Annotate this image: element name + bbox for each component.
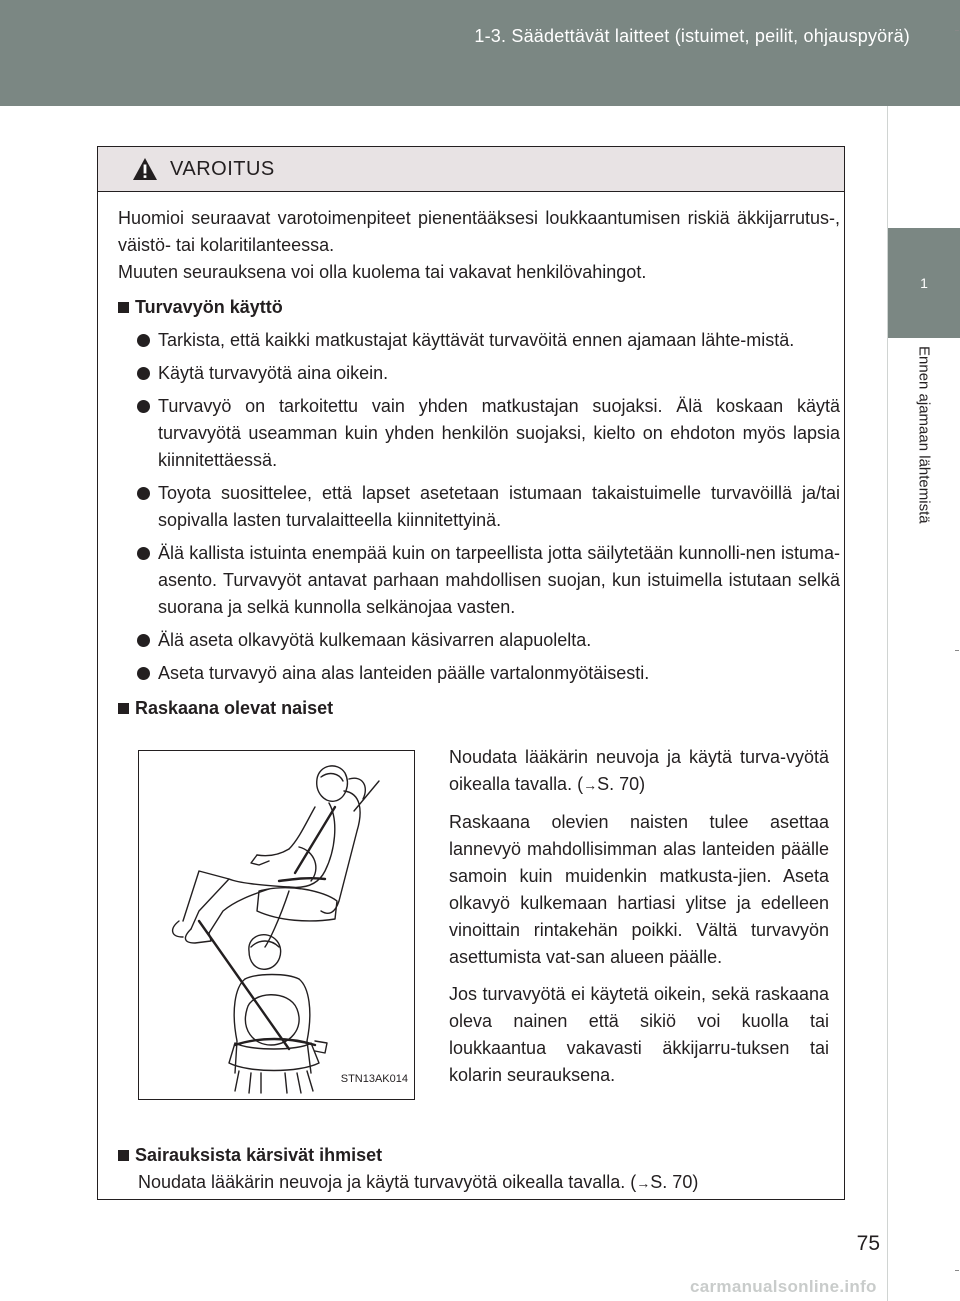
chapter-tab[interactable]: 1 xyxy=(888,228,960,338)
section-title-seatbelt-use xyxy=(118,294,840,321)
pregnant-women-text xyxy=(449,744,829,1099)
pregnant-paragraph-1 xyxy=(449,744,829,799)
header-band xyxy=(0,0,960,106)
warning-triangle-icon xyxy=(132,157,158,181)
list-item xyxy=(118,540,840,621)
list-item-text: Aseta turvavyö aina alas lanteiden päälle vartalonmyötäisesti. xyxy=(158,663,650,683)
square-bullet-icon xyxy=(118,703,129,714)
bullet-dot-icon xyxy=(137,667,150,680)
page-number: 75 xyxy=(856,1232,880,1255)
list-item-text: Älä kallista istuinta enempää kuin on tarpeellista jotta säilytetään kunnolli-nen istuma-asento. Turvavyöt antavat parhaan mahdollisen suojan, kun istuimella istutaan selkä suorana ja selkä kunnolla selkänojaa vasten. xyxy=(158,543,840,617)
warning-content xyxy=(118,205,840,1197)
right-arrow-icon: → xyxy=(583,777,598,793)
page-reference-link[interactable]: S. 70) xyxy=(650,1172,699,1192)
image-code: STN13AK014 xyxy=(340,1073,408,1085)
list-item-text: Tarkista, että kaikki matkustajat käyttävät turvavöitä ennen ajamaan lähte-mistä. xyxy=(158,330,795,350)
pregnant-paragraph-3: Jos turvavyötä ei käytetä oikein, sekä raskaana oleva nainen että sikiö voi kuolla tai loukkaantua vakavasti äkkijarru-tuksen tai kolarin seurauksena. xyxy=(449,984,829,1085)
section-title-text: Raskaana olevat naiset xyxy=(135,698,334,718)
bullet-dot-icon xyxy=(137,487,150,500)
list-item xyxy=(118,327,840,354)
chapter-section-title: 1-3. Säädettävät laitteet (istuimet, peilit, ohjauspyörä) xyxy=(474,26,910,46)
section-title-illness xyxy=(118,1142,840,1169)
intro-paragraph: Huomioi seuraavat varotoimenpiteet pienentääksesi loukkaantumisen riskiä äkkijarrutus-, väistö- tai kolaritilanteessa. xyxy=(118,208,840,255)
list-item xyxy=(118,660,840,687)
bullet-dot-icon xyxy=(137,400,150,413)
pregnant-women-block xyxy=(118,730,840,1134)
bullet-dot-icon xyxy=(137,334,150,347)
list-item xyxy=(118,360,840,387)
list-item xyxy=(118,393,840,474)
list-item xyxy=(118,627,840,654)
bullet-dot-icon xyxy=(137,634,150,647)
warning-header xyxy=(98,147,844,192)
warning-title: VAROITUS xyxy=(170,157,275,180)
pregnant-woman-seatbelt-drawing xyxy=(139,751,414,1099)
intro-paragraph: Muuten seurauksena voi olla kuolema tai vakavat henkilövahingot. xyxy=(118,262,647,282)
right-arrow-icon: → xyxy=(636,1175,651,1191)
list-item-text: Turvavyö on tarkoitettu vain yhden matkustajan suojaksi. Älä koskaan käytä turvavyötä useamman kuin yhden henkilön suojaksi, kielto on ehdoton myös lapsia kiinnitettäessä. xyxy=(158,396,840,470)
list-item-text: Toyota suosittelee, että lapset asetetaan istumaan takaistuimelle turvavöillä ja/tai sopivalla lasten turvalaitteella kiinnitettyinä. xyxy=(158,483,840,530)
paragraph-text: Noudata lääkärin neuvoja ja käytä turvavyötä oikealla tavalla. ( xyxy=(138,1172,637,1192)
illness-paragraph xyxy=(118,1169,840,1197)
page-reference-link[interactable]: S. 70) xyxy=(597,774,646,794)
chapter-label: Ennen ajamaan lähtemistä xyxy=(915,346,933,524)
warning-box xyxy=(97,146,845,1200)
paragraph-text: Noudata lääkärin neuvoja ja käytä turva-vyötä oikealla tavalla. ( xyxy=(449,747,829,794)
edge-tick xyxy=(955,1270,959,1271)
list-item-text: Käytä turvavyötä aina oikein. xyxy=(158,363,389,383)
square-bullet-icon xyxy=(118,302,129,313)
edge-tick xyxy=(955,650,959,651)
pregnant-paragraph-2: Raskaana olevien naisten tulee asettaa lannevyö mahdollisimman alas lanteiden päälle samoin kuin muidenkin matkusta-jien. Aseta olkavyö kulkemaan hartiasi ylitse ja edelleen vinoittain rintakehän poikki. Vältä turvavyön asettumista vat-san alueen päälle. xyxy=(449,812,829,967)
list-item xyxy=(118,480,840,534)
edge-tick xyxy=(955,30,959,31)
section-title-text: Turvavyön käyttö xyxy=(135,297,283,317)
square-bullet-icon xyxy=(118,1150,129,1161)
bullet-dot-icon xyxy=(137,547,150,560)
section-title-text: Sairauksista kärsivät ihmiset xyxy=(135,1145,383,1165)
list-item-text: Älä aseta olkavyötä kulkemaan käsivarren alapuolelta. xyxy=(158,630,592,650)
pregnant-seatbelt-illustration xyxy=(138,750,415,1100)
bullet-dot-icon xyxy=(137,367,150,380)
section-title-pregnant-women xyxy=(118,695,840,722)
watermark: carmanualsonline.info xyxy=(690,1277,877,1296)
